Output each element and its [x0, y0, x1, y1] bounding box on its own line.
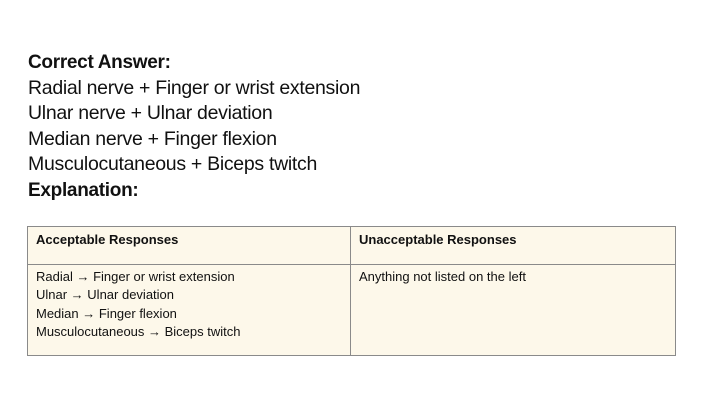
unacceptable-header-cell [351, 227, 676, 265]
acceptable-item-radial: Radial → Finger or wrist extension [36, 269, 235, 284]
table-row [28, 265, 676, 356]
explanation-heading: Explanation: [28, 179, 139, 201]
answer-block [28, 50, 688, 203]
table-header-row [28, 227, 676, 265]
unacceptable-item: Anything not listed on the left [359, 269, 526, 284]
acceptable-item-ulnar: Ulnar → Ulnar deviation [36, 287, 175, 303]
answer-line-median: Median nerve + Finger flexion [28, 127, 277, 150]
acceptable-item-median: Median → Finger flexion [36, 305, 177, 321]
responses-table [27, 226, 676, 356]
unacceptable-responses-cell [351, 265, 676, 356]
unacceptable-responses-header: Unacceptable Responses [359, 232, 517, 247]
acceptable-responses-header: Acceptable Responses [36, 232, 179, 247]
answer-line-musculocutaneous: Musculocutaneous + Biceps twitch [28, 153, 318, 175]
answer-line-radial: Radial nerve + Finger or wrist extension [28, 76, 361, 99]
acceptable-item-musculocutaneous: Musculocutaneous → Biceps twitch [36, 324, 241, 340]
acceptable-responses-cell [28, 265, 351, 356]
acceptable-header-cell [28, 227, 351, 265]
answer-line-ulnar: Ulnar nerve + Ulnar deviation [28, 102, 273, 124]
correct-answer-heading: Correct Answer: [28, 52, 171, 73]
